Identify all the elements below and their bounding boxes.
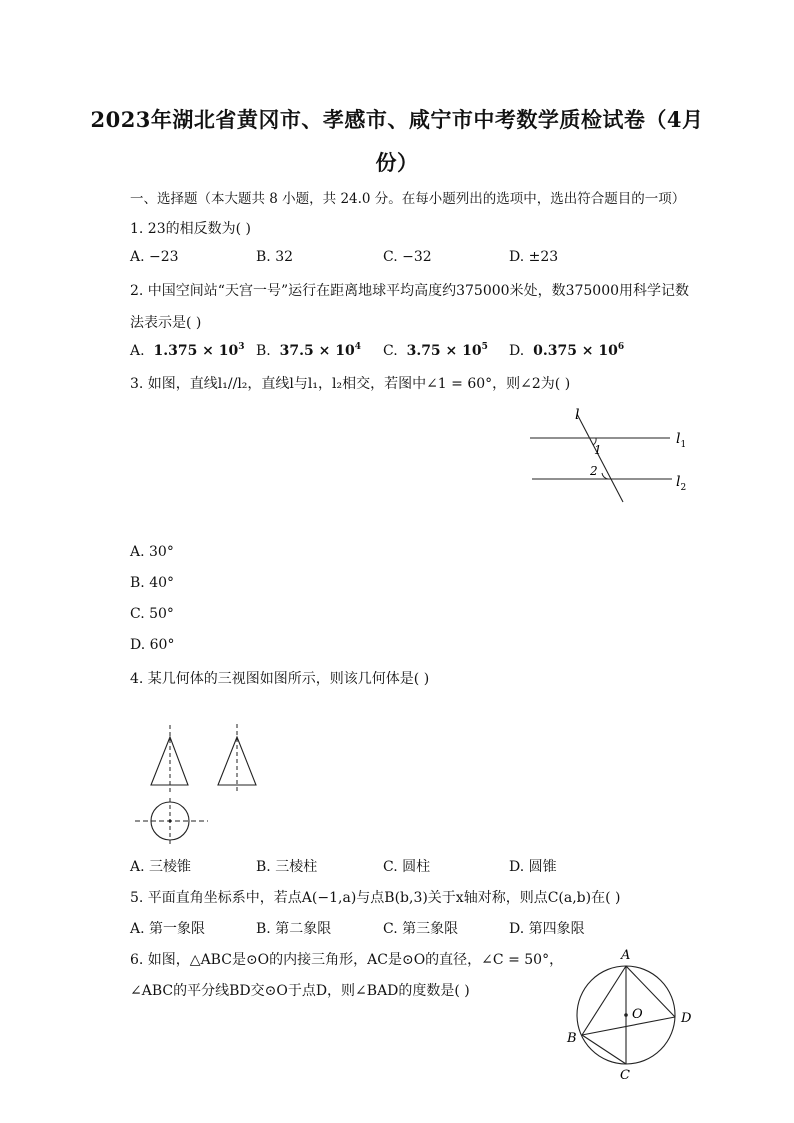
label-angle-1: 1 [594, 443, 602, 457]
label-l2: $l_2$ [676, 474, 687, 493]
question-6-stem-line2: ∠ABC的平分线BD交⊙O于点D，则∠BAD的度数是( ) [130, 983, 470, 999]
question-3-option-b: B. 40° [130, 575, 175, 591]
option-exponent: 5 [481, 342, 488, 352]
question-4-option-b: B. 三棱柱 [256, 859, 318, 875]
option-label: D. [509, 343, 525, 359]
segment-ab [582, 966, 626, 1035]
label-b: B [567, 1031, 577, 1046]
question-4-stem: 4. 某几何体的三视图如图所示，则该几何体是( ) [130, 671, 430, 687]
question-2-option-d [509, 342, 624, 359]
angle-2-arc [602, 473, 608, 479]
question-5-stem: 5. 平面直角坐标系中，若点A(−1,a)与点B(b,3)关于x轴对称，则点C(a,b)在( ) [130, 890, 621, 906]
label-a: A [621, 948, 631, 963]
question-1-option-a: A. −23 [130, 249, 179, 265]
option-label: A. [130, 343, 145, 359]
parallel-lines-figure [520, 402, 700, 512]
section-heading: 一、选择题（本大题共 8 小题，共 24.0 分。在每小题列出的选项中，选出符合题目的一项） [130, 191, 686, 207]
question-2-stem-line2: 法表示是( ) [130, 315, 202, 331]
center-point-o [624, 1013, 628, 1017]
three-view-figure [130, 722, 280, 847]
question-2-option-a [130, 342, 245, 359]
segment-bc [582, 1035, 626, 1064]
option-exponent: 4 [354, 342, 361, 352]
label-d: D [681, 1011, 692, 1026]
option-exponent: 3 [238, 342, 245, 352]
question-2-option-b [256, 342, 361, 359]
label-angle-2: 2 [590, 464, 598, 478]
question-6-stem-line1: 6. 如图，△ABC是⊙O的内接三角形，AC是⊙O的直径，∠C = 50°， [130, 952, 564, 968]
exam-title-line1: 2023年湖北省黄冈市、孝感市、咸宁市中考数学质检试卷（4月 [90, 107, 704, 132]
exam-title-line2: 份） [375, 150, 419, 175]
option-label: B. [256, 343, 271, 359]
line-l [577, 414, 623, 502]
question-3-option-c: C. 50° [130, 606, 174, 622]
label-c: C [620, 1068, 630, 1083]
question-5-option-a: A. 第一象限 [130, 921, 206, 937]
question-1-stem: 1. 23的相反数为( ) [130, 221, 251, 237]
question-1-option-c: C. −32 [383, 249, 432, 265]
question-5-option-b: B. 第二象限 [256, 921, 332, 937]
label-o: O [632, 1007, 643, 1022]
segment-bd [582, 1017, 675, 1035]
question-4-option-a: A. 三棱锥 [130, 859, 192, 875]
question-5-option-d: D. 第四象限 [509, 921, 585, 937]
option-base: 1.375 × 10 [153, 343, 239, 359]
label-l1: $l_1$ [676, 431, 687, 450]
option-base: 3.75 × 10 [406, 343, 482, 359]
question-3-stem: 3. 如图，直线l₁//l₂，直线l与l₁，l₂相交，若图中∠1 = 60°，则∠2为( ) [130, 376, 571, 392]
question-1-option-b: B. 32 [256, 249, 294, 265]
question-4-option-c: C. 圆柱 [383, 859, 431, 875]
question-2-stem-line1: 2. 中国空间站“天宫一号”运行在距离地球平均高度约375000米处，数375000用科学记数 [130, 283, 690, 299]
question-5-option-c: C. 第三象限 [383, 921, 459, 937]
option-base: 0.375 × 10 [533, 343, 618, 359]
option-label: C. [383, 343, 398, 359]
option-base: 37.5 × 10 [279, 343, 355, 359]
question-3-option-a: A. 30° [130, 544, 174, 560]
circle-triangle-figure [560, 945, 700, 1085]
question-3-option-d: D. 60° [130, 637, 175, 653]
question-1-option-d: D. ±23 [509, 249, 559, 265]
question-4-option-d: D. 圆锥 [509, 859, 557, 875]
question-2-option-c [383, 342, 488, 359]
label-l: l [575, 407, 580, 423]
option-exponent: 6 [617, 342, 625, 352]
